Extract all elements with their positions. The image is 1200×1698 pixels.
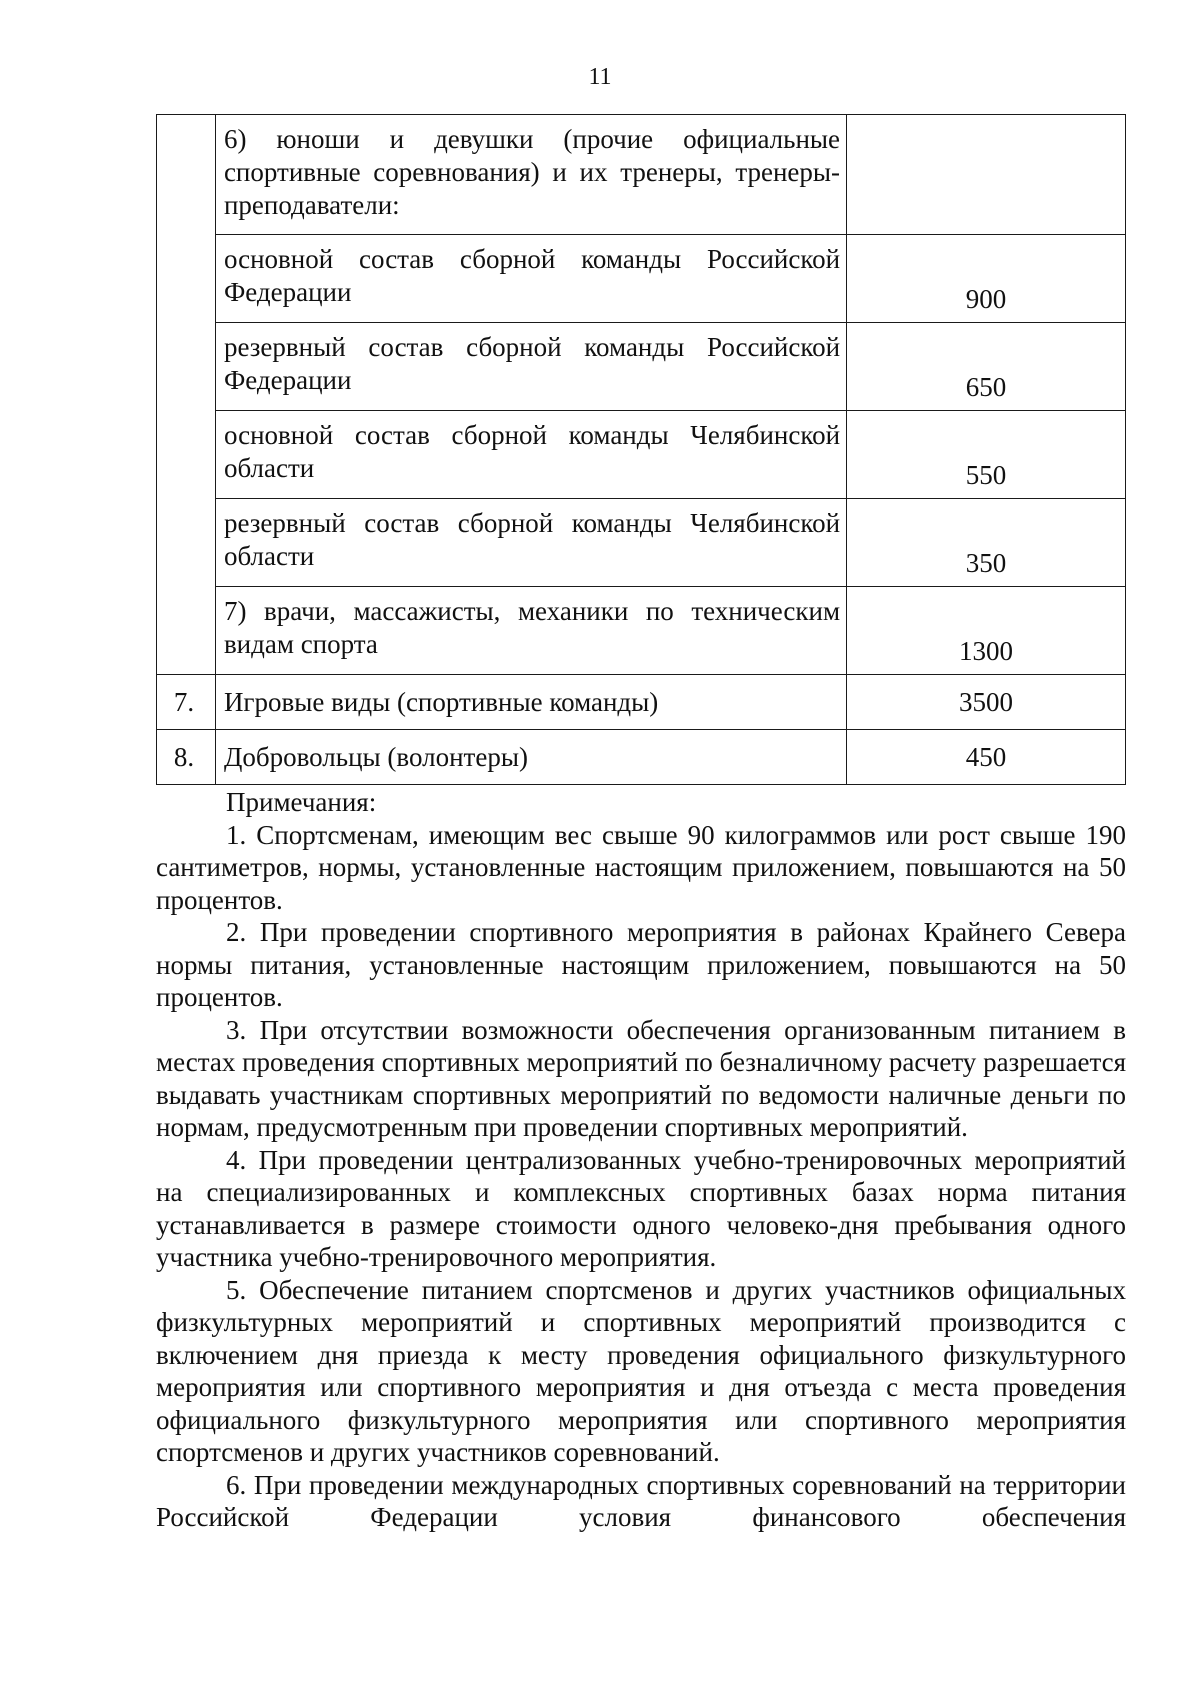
row-description: Игровые виды (спортивные команды) xyxy=(215,675,846,730)
table-row xyxy=(157,115,1126,235)
row-number xyxy=(157,499,216,587)
table-row xyxy=(157,411,1126,499)
row-description-text: 7) врачи, массажисты, механики по техническим видам спорта xyxy=(223,596,841,659)
note-item: 3. При отсутствии возможности обеспечения организованным питанием в местах проведения спортивных мероприятий по безналичному расчету разрешается выдавать участникам спортивных мероприятий по ведомости наличные деньги по нормам, предусмотренным при проведении спортивных мероприятий. xyxy=(156,1014,1126,1142)
row-description xyxy=(215,235,846,323)
row-description xyxy=(215,115,846,235)
row-number xyxy=(157,115,216,235)
food-norms-table xyxy=(156,114,1126,785)
notes-section xyxy=(156,786,1126,1534)
notes-title: Примечания: xyxy=(226,787,377,817)
row-value xyxy=(847,115,1126,235)
table-row xyxy=(157,675,1126,730)
row-description-text: резервный состав сборной команды Российской Федерации xyxy=(223,332,841,395)
row-number xyxy=(157,235,216,323)
table-row xyxy=(157,323,1126,411)
page-number: 11 xyxy=(588,64,612,90)
row-number xyxy=(157,411,216,499)
row-description xyxy=(215,323,846,411)
row-description-text: резервный состав сборной команды Челябинской области xyxy=(223,508,841,571)
row-description xyxy=(215,411,846,499)
row-value: 550 xyxy=(847,411,1126,499)
row-number xyxy=(157,323,216,411)
row-description-text: 6) юноши и девушки (прочие официальные спортивные соревнования) и их тренеры, тренеры-преподаватели: xyxy=(223,124,841,220)
row-description xyxy=(215,587,846,675)
row-number: 8. xyxy=(157,730,216,785)
row-description: Добровольцы (волонтеры) xyxy=(215,730,846,785)
table-row xyxy=(157,730,1126,785)
row-value: 1300 xyxy=(847,587,1126,675)
row-value: 3500 xyxy=(847,675,1126,730)
row-value: 650 xyxy=(847,323,1126,411)
row-description-text: основной состав сборной команды Российской Федерации xyxy=(223,244,841,307)
note-item: 5. Обеспечение питанием спортсменов и других участников официальных физкультурных мероприятий и спортивных мероприятий производится с включением дня приезда к месту проведения официального физкультурного мероприятия или спортивного мероприятия и дня отъезда с места проведения официального физкультурного мероприятия или спортивного мероприятия спортсменов и других участников соревнований. xyxy=(156,1274,1126,1467)
note-item: 2. При проведении спортивного мероприятия в районах Крайнего Севера нормы питания, установленные настоящим приложением, повышаются на 50 процентов. xyxy=(156,917,1126,1012)
row-description-text: основной состав сборной команды Челябинской области xyxy=(223,420,841,483)
note-item: 1. Спортсменам, имеющим вес свыше 90 килограммов или рост свыше 190 сантиметров, нормы, установленные настоящим приложением, повышаются на 50 процентов. xyxy=(156,819,1126,915)
table-row xyxy=(157,499,1126,587)
row-value: 350 xyxy=(847,499,1126,587)
table-row xyxy=(157,235,1126,323)
table-row xyxy=(157,587,1126,675)
row-number xyxy=(157,587,216,675)
row-value: 450 xyxy=(847,730,1126,785)
row-value: 900 xyxy=(847,235,1126,323)
note-item: 4. При проведении централизованных учебно-тренировочных мероприятий на специализированных и комплексных спортивных базах норма питания устанавливается в размере стоимости одного человеко-дня пребывания одного участника учебно-тренировочного мероприятия. xyxy=(156,1144,1126,1272)
note-item: 6. При проведении международных спортивных соревнований на территории Российской Федерации условия финансового обеспечения xyxy=(156,1469,1126,1532)
row-number: 7. xyxy=(157,675,216,730)
row-description xyxy=(215,499,846,587)
